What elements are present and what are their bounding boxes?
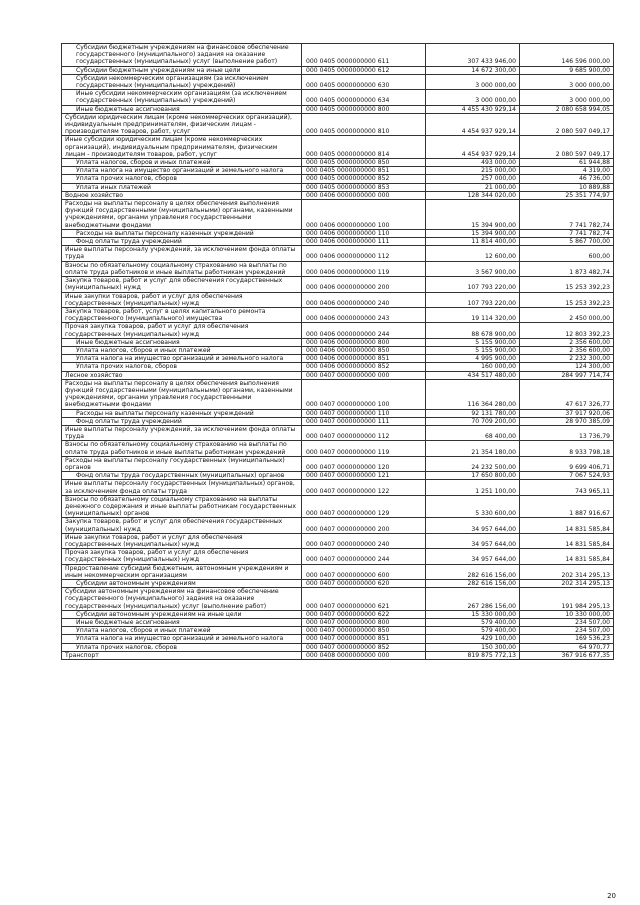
row-code-cell: 000 0407 0000000000 122 [302, 480, 426, 495]
row-approved-amount-cell: 1 251 100,00 [426, 480, 520, 495]
row-approved-amount-cell: 34 957 644,00 [426, 549, 520, 564]
row-name-cell: Уплата прочих налогов, сборов [62, 363, 302, 371]
row-code-cell: 000 0407 0000000000 111 [302, 417, 426, 425]
table-row [62, 472, 614, 480]
row-name-cell: Фонд оплаты труда учреждений [62, 417, 302, 425]
row-code-cell: 000 0407 0000000000 119 [302, 441, 426, 456]
row-code-cell: 000 0407 0000000000 244 [302, 549, 426, 564]
table-row [62, 167, 614, 175]
table-row [62, 66, 614, 74]
row-name-cell: Предоставление субсидий бюджетным, автономным учреждениям и иным некоммерческим организациям [62, 564, 302, 579]
row-approved-amount-cell: 3 000 000,00 [426, 90, 520, 105]
table-row [62, 246, 614, 261]
table-row [62, 549, 614, 564]
row-approved-amount-cell: 819 875 772,13 [426, 651, 520, 659]
row-approved-amount-cell: 17 650 800,00 [426, 472, 520, 480]
row-name-cell: Фонд оплаты труда государственных (муниципальных) органов [62, 472, 302, 480]
table-row [62, 518, 614, 533]
row-name-cell: Иные выплаты персоналу учреждений, за исключением фонда оплаты труда [62, 246, 302, 261]
row-executed-amount-cell: 3 000 000,00 [520, 90, 614, 105]
row-approved-amount-cell: 107 793 220,00 [426, 277, 520, 292]
table-row [62, 44, 614, 67]
row-name-cell: Иные бюджетные ассигнования [62, 105, 302, 113]
row-approved-amount-cell: 150 300,00 [426, 643, 520, 651]
row-executed-amount-cell: 4 319,00 [520, 167, 614, 175]
row-approved-amount-cell: 4 454 937 929,14 [426, 113, 520, 136]
table-row [62, 346, 614, 354]
row-approved-amount-cell: 493 000,00 [426, 159, 520, 167]
row-approved-amount-cell: 24 232 500,00 [426, 456, 520, 471]
row-name-cell: Транспорт [62, 651, 302, 659]
row-code-cell: 000 0406 0000000000 852 [302, 363, 426, 371]
row-executed-amount-cell: 202 314 295,13 [520, 564, 614, 579]
table-row [62, 651, 614, 659]
table-row [62, 588, 614, 611]
row-code-cell: 000 0408 0000000000 000 [302, 651, 426, 659]
row-code-cell: 000 0405 0000000000 853 [302, 183, 426, 191]
row-executed-amount-cell: 146 596 000,00 [520, 44, 614, 67]
row-executed-amount-cell: 284 997 714,74 [520, 371, 614, 379]
row-executed-amount-cell: 191 984 295,13 [520, 588, 614, 611]
row-name-cell: Уплата налогов, сборов и иных платежей [62, 346, 302, 354]
row-code-cell: 000 0406 0000000000 800 [302, 338, 426, 346]
row-executed-amount-cell: 28 970 385,09 [520, 417, 614, 425]
table-row [62, 441, 614, 456]
row-code-cell: 000 0407 0000000000 121 [302, 472, 426, 480]
row-name-cell: Иные закупки товаров, работ и услуг для обеспечения государственных (муниципальных) нужд [62, 292, 302, 307]
row-name-cell: Субсидии автономным учреждениям на иные цели [62, 610, 302, 618]
row-name-cell: Субсидии автономным учреждениям на финансовое обеспечение государственного (муниципального) задания на оказание государственных (муниципальных) услуг (выполнение работ) [62, 588, 302, 611]
row-name-cell: Взносы по обязательному социальному страхованию на выплаты денежного содержания и иные выплаты работникам государственных (муниципальных) органов [62, 495, 302, 518]
row-executed-amount-cell: 2 080 658 994,05 [520, 105, 614, 113]
row-name-cell: Субсидии юридическим лицам (кроме некоммерческих организаций), индивидуальным предпринимателям, физическим лицам - производителям товаров, работ, услуг [62, 113, 302, 136]
row-name-cell: Уплата налога на имущество организаций и земельного налога [62, 355, 302, 363]
row-executed-amount-cell: 14 831 585,84 [520, 533, 614, 548]
row-code-cell: 000 0407 0000000000 852 [302, 643, 426, 651]
row-code-cell: 000 0405 0000000000 850 [302, 159, 426, 167]
row-name-cell: Уплата прочих налогов, сборов [62, 175, 302, 183]
row-executed-amount-cell: 1 873 482,74 [520, 261, 614, 276]
table-row [62, 610, 614, 618]
table-row [62, 90, 614, 105]
row-code-cell: 000 0406 0000000000 111 [302, 238, 426, 246]
row-code-cell: 000 0407 0000000000 620 [302, 580, 426, 588]
row-code-cell: 000 0406 0000000000 100 [302, 200, 426, 230]
row-approved-amount-cell: 34 957 644,00 [426, 518, 520, 533]
row-name-cell: Закупка товаров, работ и услуг для обеспечения государственных (муниципальных) нужд [62, 518, 302, 533]
row-name-cell: Субсидии бюджетным учреждениям на иные цели [62, 66, 302, 74]
table-row [62, 338, 614, 346]
row-code-cell: 000 0405 0000000000 630 [302, 74, 426, 89]
row-approved-amount-cell: 3 000 000,00 [426, 74, 520, 89]
row-name-cell: Уплата налога на имущество организаций и земельного налога [62, 635, 302, 643]
row-executed-amount-cell: 2 232 300,00 [520, 355, 614, 363]
row-code-cell: 000 0406 0000000000 119 [302, 261, 426, 276]
table-row [62, 323, 614, 338]
row-code-cell: 000 0407 0000000000 240 [302, 533, 426, 548]
table-row [62, 74, 614, 89]
page-number: 20 [607, 892, 616, 900]
table-row [62, 379, 614, 409]
row-name-cell: Уплата иных платежей [62, 183, 302, 191]
table-row [62, 191, 614, 199]
row-executed-amount-cell: 124 300,00 [520, 363, 614, 371]
row-name-cell: Субсидии некоммерческим организациям (за исключением государственных (муниципальных) учреждений) [62, 74, 302, 89]
row-executed-amount-cell: 15 253 392,23 [520, 292, 614, 307]
table-row [62, 480, 614, 495]
row-code-cell: 000 0405 0000000000 634 [302, 90, 426, 105]
row-executed-amount-cell: 10 330 000,00 [520, 610, 614, 618]
row-approved-amount-cell: 4 455 430 929,14 [426, 105, 520, 113]
row-name-cell: Иные субсидии юридическим лицам (кроме некоммерческих организаций), индивидуальным предпринимателям, физическим лицам - производителям товаров, работ, услуг [62, 136, 302, 159]
row-executed-amount-cell: 7 741 782,74 [520, 229, 614, 237]
row-name-cell: Расходы на выплаты персоналу казенных учреждений [62, 229, 302, 237]
row-executed-amount-cell: 202 314 295,13 [520, 580, 614, 588]
table-row [62, 136, 614, 159]
row-code-cell: 000 0407 0000000000 112 [302, 425, 426, 440]
row-code-cell: 000 0406 0000000000 244 [302, 323, 426, 338]
row-name-cell: Иные выплаты персоналу государственных (муниципальных) органов, за исключением фонда оплаты труда [62, 480, 302, 495]
row-code-cell: 000 0405 0000000000 800 [302, 105, 426, 113]
row-approved-amount-cell: 282 616 156,00 [426, 580, 520, 588]
row-executed-amount-cell: 367 916 677,35 [520, 651, 614, 659]
table-row [62, 200, 614, 230]
row-code-cell: 000 0407 0000000000 129 [302, 495, 426, 518]
table-row [62, 183, 614, 191]
row-approved-amount-cell: 267 286 156,00 [426, 588, 520, 611]
row-executed-amount-cell: 25 351 774,97 [520, 191, 614, 199]
row-executed-amount-cell: 13 736,79 [520, 425, 614, 440]
row-name-cell: Уплата прочих налогов, сборов [62, 643, 302, 651]
row-approved-amount-cell: 3 567 900,00 [426, 261, 520, 276]
row-name-cell: Иные выплаты персоналу учреждений, за исключением фонда оплаты труда [62, 425, 302, 440]
row-approved-amount-cell: 15 394 900,00 [426, 229, 520, 237]
row-approved-amount-cell: 15 330 000,00 [426, 610, 520, 618]
row-executed-amount-cell: 234 507,00 [520, 627, 614, 635]
table-row [62, 580, 614, 588]
table-row [62, 175, 614, 183]
row-code-cell: 000 0406 0000000000 200 [302, 277, 426, 292]
row-code-cell: 000 0406 0000000000 112 [302, 246, 426, 261]
row-executed-amount-cell: 47 617 326,77 [520, 379, 614, 409]
row-name-cell: Прочая закупка товаров, работ и услуг для обеспечения государственных (муниципальных) нужд [62, 323, 302, 338]
row-executed-amount-cell: 3 000 000,00 [520, 74, 614, 89]
row-approved-amount-cell: 5 155 900,00 [426, 346, 520, 354]
row-approved-amount-cell: 282 616 156,00 [426, 564, 520, 579]
row-name-cell: Взносы по обязательному социальному страхованию на выплаты по оплате труда работников и иные выплаты работникам учреждений [62, 261, 302, 276]
row-code-cell: 000 0407 0000000000 850 [302, 627, 426, 635]
row-approved-amount-cell: 14 672 300,00 [426, 66, 520, 74]
row-approved-amount-cell: 68 400,00 [426, 425, 520, 440]
row-executed-amount-cell: 2 356 600,00 [520, 338, 614, 346]
row-approved-amount-cell: 429 100,00 [426, 635, 520, 643]
row-code-cell: 000 0407 0000000000 100 [302, 379, 426, 409]
row-code-cell: 000 0407 0000000000 851 [302, 635, 426, 643]
row-approved-amount-cell: 34 957 644,00 [426, 533, 520, 548]
table-row [62, 355, 614, 363]
row-code-cell: 000 0406 0000000000 240 [302, 292, 426, 307]
row-approved-amount-cell: 5 155 900,00 [426, 338, 520, 346]
table-row [62, 643, 614, 651]
row-executed-amount-cell: 2 450 000,00 [520, 307, 614, 322]
row-executed-amount-cell: 600,00 [520, 246, 614, 261]
row-name-cell: Закупка товаров, работ, услуг в целях капитального ремонта государственного (муниципального) имущества [62, 307, 302, 322]
row-executed-amount-cell: 5 867 700,00 [520, 238, 614, 246]
row-executed-amount-cell: 9 685 900,00 [520, 66, 614, 74]
table-row [62, 261, 614, 276]
row-approved-amount-cell: 307 433 946,00 [426, 44, 520, 67]
row-name-cell: Иные бюджетные ассигнования [62, 619, 302, 627]
row-code-cell: 000 0406 0000000000 243 [302, 307, 426, 322]
table-row [62, 456, 614, 471]
row-code-cell: 000 0406 0000000000 851 [302, 355, 426, 363]
row-name-cell: Расходы на выплаты персоналу казенных учреждений [62, 409, 302, 417]
table-row [62, 409, 614, 417]
row-approved-amount-cell: 116 364 280,00 [426, 379, 520, 409]
row-approved-amount-cell: 128 344 020,00 [426, 191, 520, 199]
table-row [62, 619, 614, 627]
row-code-cell: 000 0406 0000000000 110 [302, 229, 426, 237]
row-name-cell: Иные бюджетные ассигнования [62, 338, 302, 346]
row-approved-amount-cell: 88 678 900,00 [426, 323, 520, 338]
table-row [62, 371, 614, 379]
row-approved-amount-cell: 19 114 320,00 [426, 307, 520, 322]
row-approved-amount-cell: 92 131 780,00 [426, 409, 520, 417]
row-executed-amount-cell: 12 803 392,23 [520, 323, 614, 338]
row-executed-amount-cell: 743 965,11 [520, 480, 614, 495]
row-code-cell: 000 0406 0000000000 000 [302, 191, 426, 199]
row-executed-amount-cell: 2 080 597 049,17 [520, 113, 614, 136]
row-code-cell: 000 0407 0000000000 120 [302, 456, 426, 471]
table-row [62, 363, 614, 371]
row-code-cell: 000 0405 0000000000 814 [302, 136, 426, 159]
table-row [62, 425, 614, 440]
row-code-cell: 000 0407 0000000000 622 [302, 610, 426, 618]
table-row [62, 105, 614, 113]
expenditure-table [61, 43, 614, 660]
row-approved-amount-cell: 5 330 600,00 [426, 495, 520, 518]
row-approved-amount-cell: 579 400,00 [426, 619, 520, 627]
row-code-cell: 000 0407 0000000000 800 [302, 619, 426, 627]
row-name-cell: Расходы на выплаты персоналу в целях обеспечения выполнения функций государственными (муниципальными) органами, казенными учреждениями, органами управления государственными внебюджетными фондами [62, 379, 302, 409]
row-name-cell: Иные закупки товаров, работ и услуг для обеспечения государственных (муниципальных) нужд [62, 533, 302, 548]
row-code-cell: 000 0405 0000000000 852 [302, 175, 426, 183]
row-approved-amount-cell: 4 454 937 929,14 [426, 136, 520, 159]
row-approved-amount-cell: 4 995 900,00 [426, 355, 520, 363]
row-name-cell: Уплата налога на имущество организаций и земельного налога [62, 167, 302, 175]
table-row [62, 229, 614, 237]
row-name-cell: Субсидии автономным учреждениям [62, 580, 302, 588]
row-approved-amount-cell: 257 000,00 [426, 175, 520, 183]
row-executed-amount-cell: 2 080 597 049,17 [520, 136, 614, 159]
row-executed-amount-cell: 2 356 600,00 [520, 346, 614, 354]
row-name-cell: Уплата налогов, сборов и иных платежей [62, 627, 302, 635]
row-executed-amount-cell: 7 067 524,93 [520, 472, 614, 480]
row-approved-amount-cell: 15 394 900,00 [426, 200, 520, 230]
row-approved-amount-cell: 11 814 400,00 [426, 238, 520, 246]
row-approved-amount-cell: 215 000,00 [426, 167, 520, 175]
row-code-cell: 000 0407 0000000000 600 [302, 564, 426, 579]
row-code-cell: 000 0405 0000000000 810 [302, 113, 426, 136]
table-row [62, 564, 614, 579]
row-code-cell: 000 0407 0000000000 110 [302, 409, 426, 417]
row-executed-amount-cell: 14 831 585,84 [520, 549, 614, 564]
table-row [62, 292, 614, 307]
row-name-cell: Фонд оплаты труда учреждений [62, 238, 302, 246]
table-row [62, 635, 614, 643]
row-code-cell: 000 0405 0000000000 851 [302, 167, 426, 175]
row-name-cell: Лесное хозяйство [62, 371, 302, 379]
row-executed-amount-cell: 61 944,88 [520, 159, 614, 167]
row-name-cell: Прочая закупка товаров, работ и услуг для обеспечения государственных (муниципальных) нужд [62, 549, 302, 564]
row-executed-amount-cell: 64 970,77 [520, 643, 614, 651]
table-body [62, 44, 614, 660]
row-approved-amount-cell: 434 517 480,00 [426, 371, 520, 379]
row-executed-amount-cell: 46 736,00 [520, 175, 614, 183]
row-executed-amount-cell: 7 741 782,74 [520, 200, 614, 230]
row-name-cell: Иные субсидии некоммерческим организациям (за исключением государственных (муниципальных) учреждений) [62, 90, 302, 105]
row-executed-amount-cell: 10 889,88 [520, 183, 614, 191]
row-name-cell: Закупка товаров, работ и услуг для обеспечения государственных (муниципальных) нужд [62, 277, 302, 292]
row-code-cell: 000 0407 0000000000 621 [302, 588, 426, 611]
row-code-cell: 000 0407 0000000000 200 [302, 518, 426, 533]
row-executed-amount-cell: 8 933 798,18 [520, 441, 614, 456]
table-row [62, 159, 614, 167]
table-row [62, 417, 614, 425]
row-code-cell: 000 0406 0000000000 850 [302, 346, 426, 354]
row-name-cell: Водное хозяйство [62, 191, 302, 199]
table-row [62, 627, 614, 635]
table-row [62, 113, 614, 136]
row-name-cell: Уплата налогов, сборов и иных платежей [62, 159, 302, 167]
row-executed-amount-cell: 14 831 585,84 [520, 518, 614, 533]
table-row [62, 307, 614, 322]
row-approved-amount-cell: 21 354 180,00 [426, 441, 520, 456]
row-approved-amount-cell: 579 400,00 [426, 627, 520, 635]
row-code-cell: 000 0407 0000000000 000 [302, 371, 426, 379]
row-name-cell: Расходы на выплаты персоналу в целях обеспечения выполнения функций государственными (муниципальными) органами, казенными учреждениями, органами управления государственными внебюджетными фондами [62, 200, 302, 230]
row-name-cell: Субсидии бюджетным учреждениям на финансовое обеспечение государственного (муниципального) задания на оказание государственных (муниципальных) услуг (выполнение работ) [62, 44, 302, 67]
table-row [62, 533, 614, 548]
row-name-cell: Взносы по обязательному социальному страхованию на выплаты по оплате труда работников и иные выплаты работникам учреждений [62, 441, 302, 456]
table-row [62, 277, 614, 292]
row-approved-amount-cell: 160 000,00 [426, 363, 520, 371]
row-executed-amount-cell: 234 507,00 [520, 619, 614, 627]
row-code-cell: 000 0405 0000000000 612 [302, 66, 426, 74]
table-row [62, 495, 614, 518]
row-executed-amount-cell: 37 917 920,06 [520, 409, 614, 417]
table-row [62, 238, 614, 246]
row-executed-amount-cell: 9 699 406,71 [520, 456, 614, 471]
row-executed-amount-cell: 1 887 916,67 [520, 495, 614, 518]
row-executed-amount-cell: 169 536,23 [520, 635, 614, 643]
row-executed-amount-cell: 15 253 392,23 [520, 277, 614, 292]
row-approved-amount-cell: 107 793 220,00 [426, 292, 520, 307]
row-name-cell: Расходы на выплаты персоналу государственных (муниципальных) органов [62, 456, 302, 471]
row-code-cell: 000 0405 0000000000 611 [302, 44, 426, 67]
row-approved-amount-cell: 70 709 200,00 [426, 417, 520, 425]
row-approved-amount-cell: 12 600,00 [426, 246, 520, 261]
row-approved-amount-cell: 21 000,00 [426, 183, 520, 191]
